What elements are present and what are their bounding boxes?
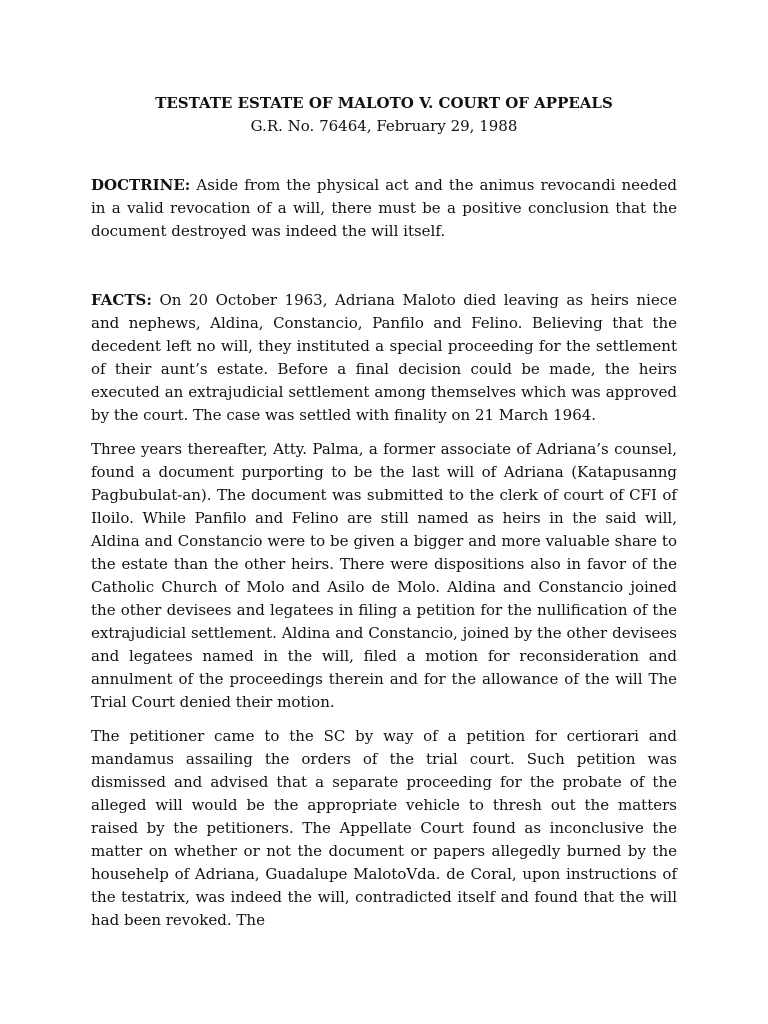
- facts-paragraph: [91, 289, 677, 427]
- facts-label: FACTS:: [91, 291, 152, 309]
- doctrine-text: Aside from the physical act and the animus revocandi needed in a valid revocation of a will, there must be a positive conclusion that the document destroyed was indeed the will itself.: [91, 176, 677, 240]
- doctrine-label: DOCTRINE:: [91, 176, 191, 194]
- facts-paragraph-3: The petitioner came to the SC by way of a petition for certiorari and mandamus assailing the orders of the trial court. Such petition was dismissed and advised that a separate proceeding for the probate of the alleged will would be the appropriate vehicle to thresh out the matters raised by the petitioners. The Appellate Court found as inconclusive the matter on whether or not the document or papers allegedly burned by the househelp of Adriana, Guadalupe MalotoVda. de Coral, upon instructions of the testatrix, was indeed the will, contradicted itself and found that the will had been revoked. The: [91, 727, 677, 929]
- case-title: TESTATE ESTATE OF MALOTO V. COURT OF APPEALS: [155, 94, 613, 112]
- facts-text: On 20 October 1963, Adriana Maloto died leaving as heirs niece and nephews, Aldina, Constancio, Panfilo and Felino. Believing that the decedent left no will, they instituted a special proceeding for the settlement of their aunt’s estate. Before a final decision could be made, the heirs executed an extrajudicial settlement among themselves which was approved by the court. The case was settled with finality on 21 March 1964.: [91, 291, 677, 424]
- facts-paragraph-2: Three years thereafter, Atty. Palma, a former associate of Adriana’s counsel, found a document purporting to be the last will of Adriana (Katapusanng Pagbubulat-an). The document was submitted to the clerk of court of CFI of Iloilo. While Panfilo and Felino are still named as heirs in the said will, Aldina and Constancio were to be given a bigger and more valuable share to the estate than the other heirs. There were dispositions also in favor of the Catholic Church of Molo and Asilo de Molo. Aldina and Constancio joined the other devisees and legatees in filing a petition for the nullification of the extrajudicial settlement. Aldina and Constancio, joined by the other devisees and legatees named in the will, filed a motion for reconsideration and annulment of the proceedings therein and for the allowance of the will The Trial Court denied their motion.: [91, 440, 677, 711]
- document-page: [91, 92, 677, 932]
- doctrine-paragraph: [91, 174, 677, 243]
- case-citation: G.R. No. 76464, February 29, 1988: [250, 117, 518, 135]
